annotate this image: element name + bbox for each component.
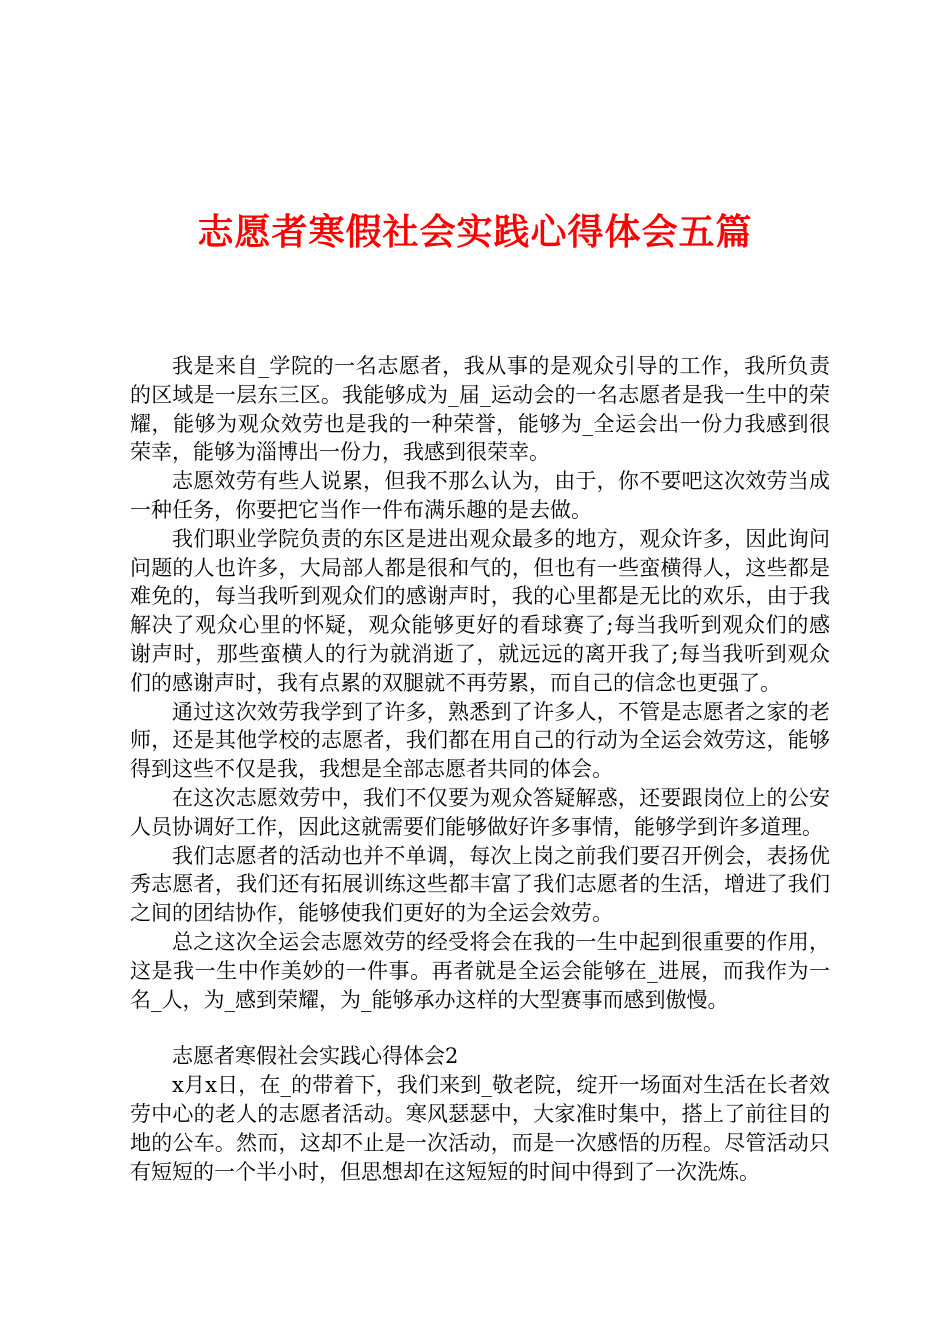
document-title: 志愿者寒假社会实践心得体会五篇 [197, 211, 753, 253]
paragraph: 我是来自_学院的一名志愿者，我从事的是观众引导的工作，我所负责的区域是一层东三区。我能够成为_届_运动会的一名志愿者是我一生中的荣耀，能够为观众效劳也是我的一种荣誉，能够为_全运会出一份力我感到很荣幸，能够为淄博出一份力，我感到很荣幸。 [130, 354, 830, 465]
section-spacer [130, 1014, 830, 1042]
section-heading: 志愿者寒假社会实践心得体会2 [172, 1044, 459, 1069]
paragraph: 总之这次全运会志愿效劳的经受将会在我的一生中起到很重要的作用，这是我一生中作美妙的一件事。再者就是全运会能够在_进展，而我作为一名_人，为_感到荣耀，为_能够承办这样的大型赛事而感到傲慢。 [130, 929, 830, 1012]
paragraph: 我们职业学院负责的东区是进出观众最多的地方，观众许多，因此询问问题的人也许多，大局部人都是很和气的，但也有一些蛮横得人，这些都是难免的，每当我听到观众们的感谢声时，我的心里都是无比的欢乐，由于我解决了观众心里的怀疑，观众能够更好的看球赛了;每当我听到观众们的感谢声时，那些蛮横人的行为就消逝了，就远远的离开我了;每当我听到观众们的感谢声时，我有点累的双腿就不再劳累，而自己的信念也更强了。 [130, 526, 830, 695]
document-body [130, 352, 830, 1186]
paragraph: 通过这次效劳我学到了许多，熟悉到了许多人，不管是志愿者之家的老师，还是其他学校的志愿者，我们都在用自己的行动为全运会效劳这，能够得到这些不仅是我，我想是全部志愿者共同的体会。 [130, 699, 830, 782]
paragraph: 志愿效劳有些人说累，但我不那么认为，由于，你不要吧这次效劳当成一种任务，你要把它当作一件布满乐趣的是去做。 [130, 469, 830, 522]
paragraph: x月x日，在_的带着下，我们来到_敬老院，绽开一场面对生活在长者效劳中心的老人的志愿者活动。寒风瑟瑟中，大家准时集中，搭上了前往目的地的公车。然而，这却不止是一次活动，而是一次感悟的历程。尽管活动只有短短的一个半小时，但思想却在这短短的时间中得到了一次洗炼。 [130, 1073, 830, 1184]
paragraph: 我们志愿者的活动也并不单调，每次上岗之前我们要召开例会，表扬优秀志愿者，我们还有拓展训练这些都丰富了我们志愿者的生活，增进了我们之间的团结协作，能够使我们更好的为全运会效劳。 [130, 843, 830, 926]
paragraph: 在这次志愿效劳中，我们不仅要为观众答疑解惑，还要跟岗位上的公安人员协调好工作，因此这就需要们能够做好许多事情，能够学到许多道理。 [130, 785, 830, 839]
